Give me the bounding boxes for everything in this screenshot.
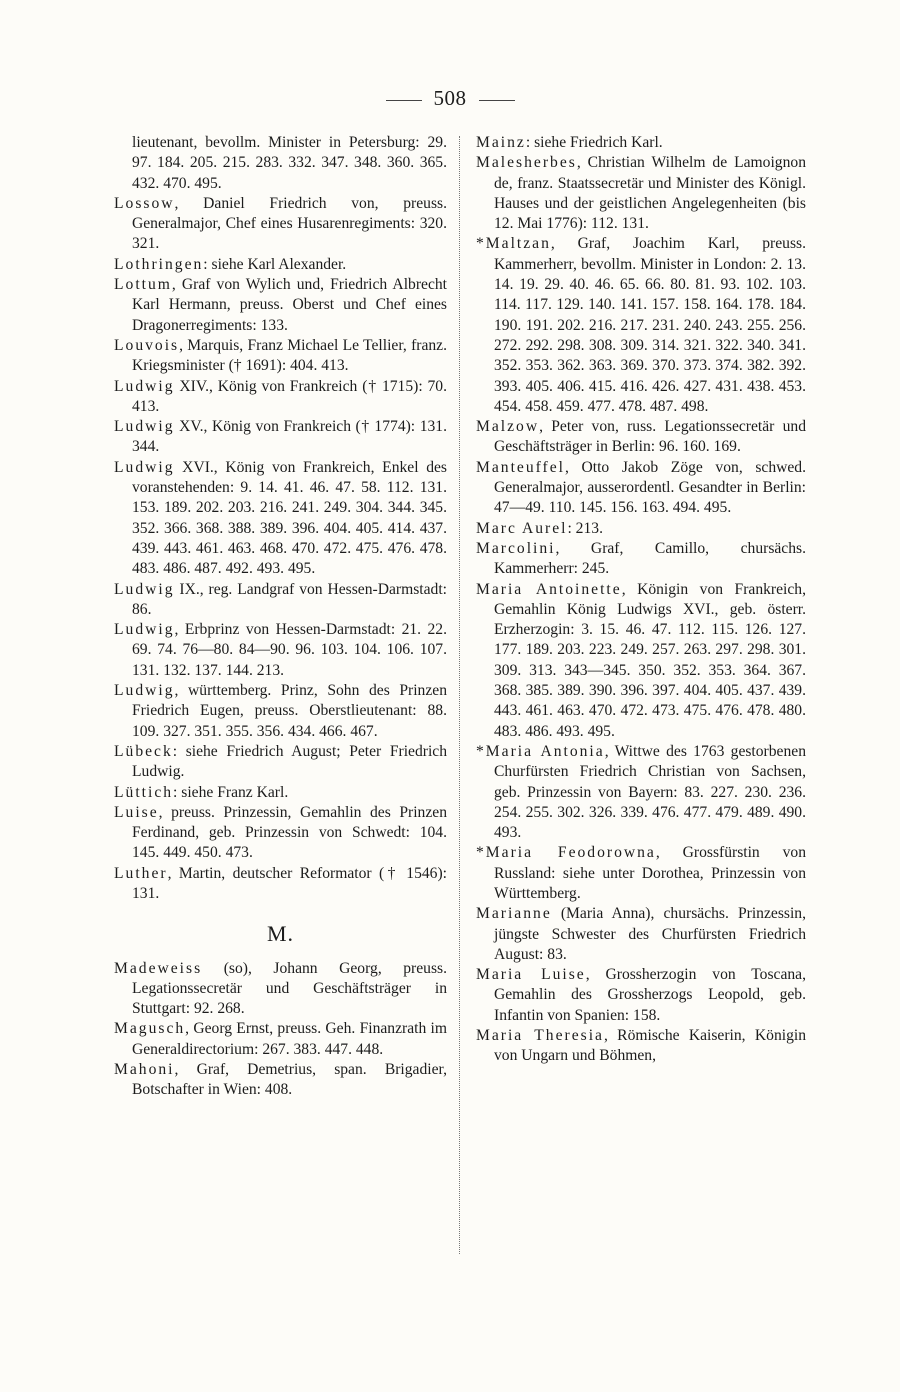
entry-headword: Maria Antoinette xyxy=(476,580,622,598)
page-header xyxy=(0,86,900,111)
index-entry xyxy=(114,1019,447,1060)
index-entry xyxy=(114,959,447,1020)
entry-text: , Georg Ernst, preuss. Geh. Finanzrath im Generaldirectorium: 267. 383. 447. 448. xyxy=(132,1020,447,1058)
index-entry xyxy=(114,620,447,681)
entry-headword: Louvois xyxy=(114,336,180,354)
index-entry xyxy=(114,417,447,458)
entry-text: , Martin, deutscher Reformator († 1546): 131. xyxy=(132,864,447,902)
index-entry xyxy=(476,458,806,519)
entry-headword: Malzow xyxy=(476,418,540,436)
entry-headword: *Maltzan xyxy=(476,235,551,253)
entry-text: (Maria Anna), chursächs. Prinzessin, jüngste Schwester des Churfürsten Friedrich August: 83. xyxy=(494,905,806,963)
entry-headword: Malesherbes xyxy=(476,154,577,172)
entry-text: : 213. xyxy=(567,519,603,537)
entry-headword: Maria Luise xyxy=(476,966,586,984)
entry-headword: Luise xyxy=(114,803,159,821)
index-entry xyxy=(114,783,447,803)
entry-text: : siehe Karl Alexander. xyxy=(203,255,347,273)
index-entry xyxy=(114,580,447,621)
index-entry xyxy=(114,742,447,783)
index-entry xyxy=(476,1026,806,1067)
entry-headword: Luther xyxy=(114,864,168,882)
index-entry xyxy=(476,153,806,234)
entry-text: , Graf von Wylich und, Friedrich Albrecht Karl Hermann, preuss. Oberst und Chef eines Dragonerregiments: 133. xyxy=(132,276,447,334)
entry-text: , Graf, Demetrius, span. Brigadier, Botschafter in Wien: 408. xyxy=(132,1061,447,1099)
entry-text: , Graf, Camillo, chursächs. Kammerherr: 245. xyxy=(494,539,806,578)
entry-text: , Grossherzogin von Toscana, Gemahlin des Grossherzogs Leopold, geb. Infantin von Spanien: 158. xyxy=(494,966,806,1024)
column-divider xyxy=(459,136,460,1254)
index-entry xyxy=(476,234,806,417)
entry-text: XV., König von Frankreich († 1774): 131. 344. xyxy=(132,418,447,456)
index-entry xyxy=(476,539,806,580)
entry-text: , Otto Jakob Zöge von, schwed. Generalmajor, ausserordentl. Gesandter in Berlin: 47—49. 110. 145. 156. 163. 494. 495. xyxy=(494,458,806,517)
left-column xyxy=(114,133,447,1101)
entry-text: , Daniel Friedrich von, preuss. Generalmajor, Chef eines Husarenregiments: 320. 321. xyxy=(132,194,447,253)
entry-headword: Ludwig xyxy=(114,682,175,700)
entry-text: : siehe Friedrich Karl. xyxy=(525,134,663,151)
entry-text: (so), Johann Georg, preuss. Legationssecretär und Geschäftsträger in Stuttgart: 92. 268. xyxy=(132,959,447,1018)
entry-text: : siehe Friedrich August; Peter Friedrich Ludwig. xyxy=(132,742,447,781)
index-entry xyxy=(114,803,447,864)
entry-text: , Christian Wilhelm de Lamoignon de, franz. Staatssecretär und Minister des Königl. Hauses und der geistlichen Angelegenheiten (bis 12. Mai 1776): 112. 131. xyxy=(494,154,806,233)
entry-headword: Marcolini xyxy=(476,539,556,557)
index-entry xyxy=(476,133,806,153)
section-letter: M. xyxy=(266,921,295,947)
entry-text: , Römische Kaiserin, Königin von Ungarn und Böhmen, xyxy=(494,1027,806,1065)
header-rule-left xyxy=(386,100,422,101)
entry-headword: Ludwig xyxy=(114,621,175,639)
entry-text: , Graf, Joachim Karl, preuss. Kammerherr, bevollm. Minister in London: 2. 13. 14. 19. 29. 40. 46. 65. 66. 80. 81. 93. 102. 103. 114. 117. 129. 140. 141. 157. 158. 164. 178. 184. 190. 191. 202. 216. 217. 231. 240. 243. 255. 256. 272. 292. 298. 308. 309. 314. 321. 322. 340. 341. 352. 353. 362. 363. 369. 370. 373. 374. 382. 392. 393. 405. 406. 415. 416. 426. 427. 431. 438. 453. 454. 458. 459. 477. 478. 487. 498. xyxy=(494,235,806,415)
entry-headword: Lüttich xyxy=(114,783,174,801)
index-entry xyxy=(114,377,447,418)
left-entries-after xyxy=(114,959,447,1101)
entry-headword: Lübeck xyxy=(114,742,173,760)
page-number: 508 xyxy=(433,86,467,110)
right-entries xyxy=(476,133,806,1067)
entry-text: , Grossfürstin von Russland: siehe unter Dorothea, Prinzessin von Württemberg. xyxy=(494,844,806,902)
index-entry xyxy=(114,275,447,336)
header-rule-right xyxy=(479,100,515,101)
index-entry xyxy=(476,965,806,1026)
entry-text: lieutenant, bevollm. Minister in Petersburg: 29. 97. 184. 205. 215. 283. 332. 347. 348. 360. 365. 432. 470. 495. xyxy=(132,134,447,192)
entry-text: , Wittwe des 1763 gestorbenen Churfürsten Friedrich Christian von Sachsen, geb. Prinzessin von Bayern: 83. 227. 230. 236. 254. 255. 302. 326. 339. 476. 477. 479. 489. 490. 493. xyxy=(494,742,806,842)
index-entry xyxy=(476,742,806,843)
entry-text: , Erbprinz von Hessen-Darmstadt: 21. 22. 69. 74. 76—80. 84—90. 96. 103. 104. 106. 107. 131. 132. 137. 144. 213. xyxy=(132,621,447,679)
entry-text: XIV., König von Frankreich († 1715): 70. 413. xyxy=(132,377,447,415)
entry-headword: Mahoni xyxy=(114,1061,175,1079)
left-entries xyxy=(114,133,447,904)
entry-headword: Lottum xyxy=(114,276,172,294)
entry-text: XVI., König von Frankreich, Enkel des voranstehenden: 9. 14. 41. 46. 47. 58. 112. 131. 153. 189. 202. 203. 216. 241. 249. 304. 344. 345. 352. 366. 368. 388. 389. 396. 404. 405. 414. 437. 439. 443. 461. 463. 468. 470. 472. 475. 476. 478. 483. 486. 487. 492. 493. 495. xyxy=(132,458,447,578)
index-entry xyxy=(114,458,447,580)
entry-headword: Ludwig xyxy=(114,580,175,598)
entry-text: , Königin von Frankreich, Gemahlin König Ludwigs XVI., geb. österr. Erzherzogin: 3. 15. 46. 47. 112. 115. 126. 127. 177. 189. 203. 223. 249. 257. 263. 297. 298. 301. 309. 313. 343—345. 350. 352. 353. 364. 367. 368. 385. 389. 390. 396. 397. 404. 405. 437. 439. 443. 461. 463. 470. 472. 473. 475. 476. 478. 480. 483. 486. 493. 495. xyxy=(494,580,806,740)
entry-headword: Lothringen xyxy=(114,255,204,273)
entry-headword: Mainz xyxy=(476,134,526,151)
index-entry xyxy=(476,843,806,904)
entry-headword: *Maria Antonia xyxy=(476,742,605,760)
entry-text: , Peter von, russ. Legationssecretär und Geschäftsträger in Berlin: 96. 160. 169. xyxy=(494,418,806,456)
index-entry xyxy=(476,580,806,742)
index-entry xyxy=(114,336,447,377)
index-entry xyxy=(114,1060,447,1101)
entry-headword: Ludwig xyxy=(114,418,175,436)
index-entry xyxy=(476,519,806,539)
entry-text: IX., reg. Landgraf von Hessen-Darmstadt: 86. xyxy=(132,580,447,618)
index-entry xyxy=(114,255,447,275)
entry-headword: *Maria Feodorowna xyxy=(476,844,656,862)
index-entry xyxy=(114,133,447,194)
entry-headword: Maria Theresia xyxy=(476,1027,604,1045)
entry-text: , preuss. Prinzessin, Gemahlin des Prinzen Ferdinand, geb. Prinzessin von Schwedt: 104. 145. 449. 450. 473. xyxy=(132,803,447,862)
entry-text: , württemberg. Prinz, Sohn des Prinzen Friedrich Eugen, preuss. Oberstlieutenant: 88. 109. 327. 351. 355. 356. 434. 466. 467. xyxy=(132,682,447,740)
entry-text: : siehe Franz Karl. xyxy=(173,783,289,801)
entry-headword: Ludwig xyxy=(114,458,175,476)
index-entry xyxy=(114,681,447,742)
entry-headword: Marc Aurel xyxy=(476,519,568,537)
entry-headword: Ludwig xyxy=(114,377,175,395)
entry-headword: Marianne xyxy=(476,905,552,923)
index-entry xyxy=(114,194,447,255)
entry-headword: Magusch xyxy=(114,1020,186,1038)
index-entry xyxy=(476,417,806,458)
right-column xyxy=(476,133,806,1067)
entry-headword: Lossow xyxy=(114,194,175,212)
entry-headword: Manteuffel xyxy=(476,458,565,476)
entry-headword: Madeweiss xyxy=(114,959,203,977)
index-entry xyxy=(476,904,806,965)
index-entry xyxy=(114,864,447,905)
entry-text: , Marquis, Franz Michael Le Tellier, franz. Kriegsminister († 1691): 404. 413. xyxy=(132,336,447,375)
